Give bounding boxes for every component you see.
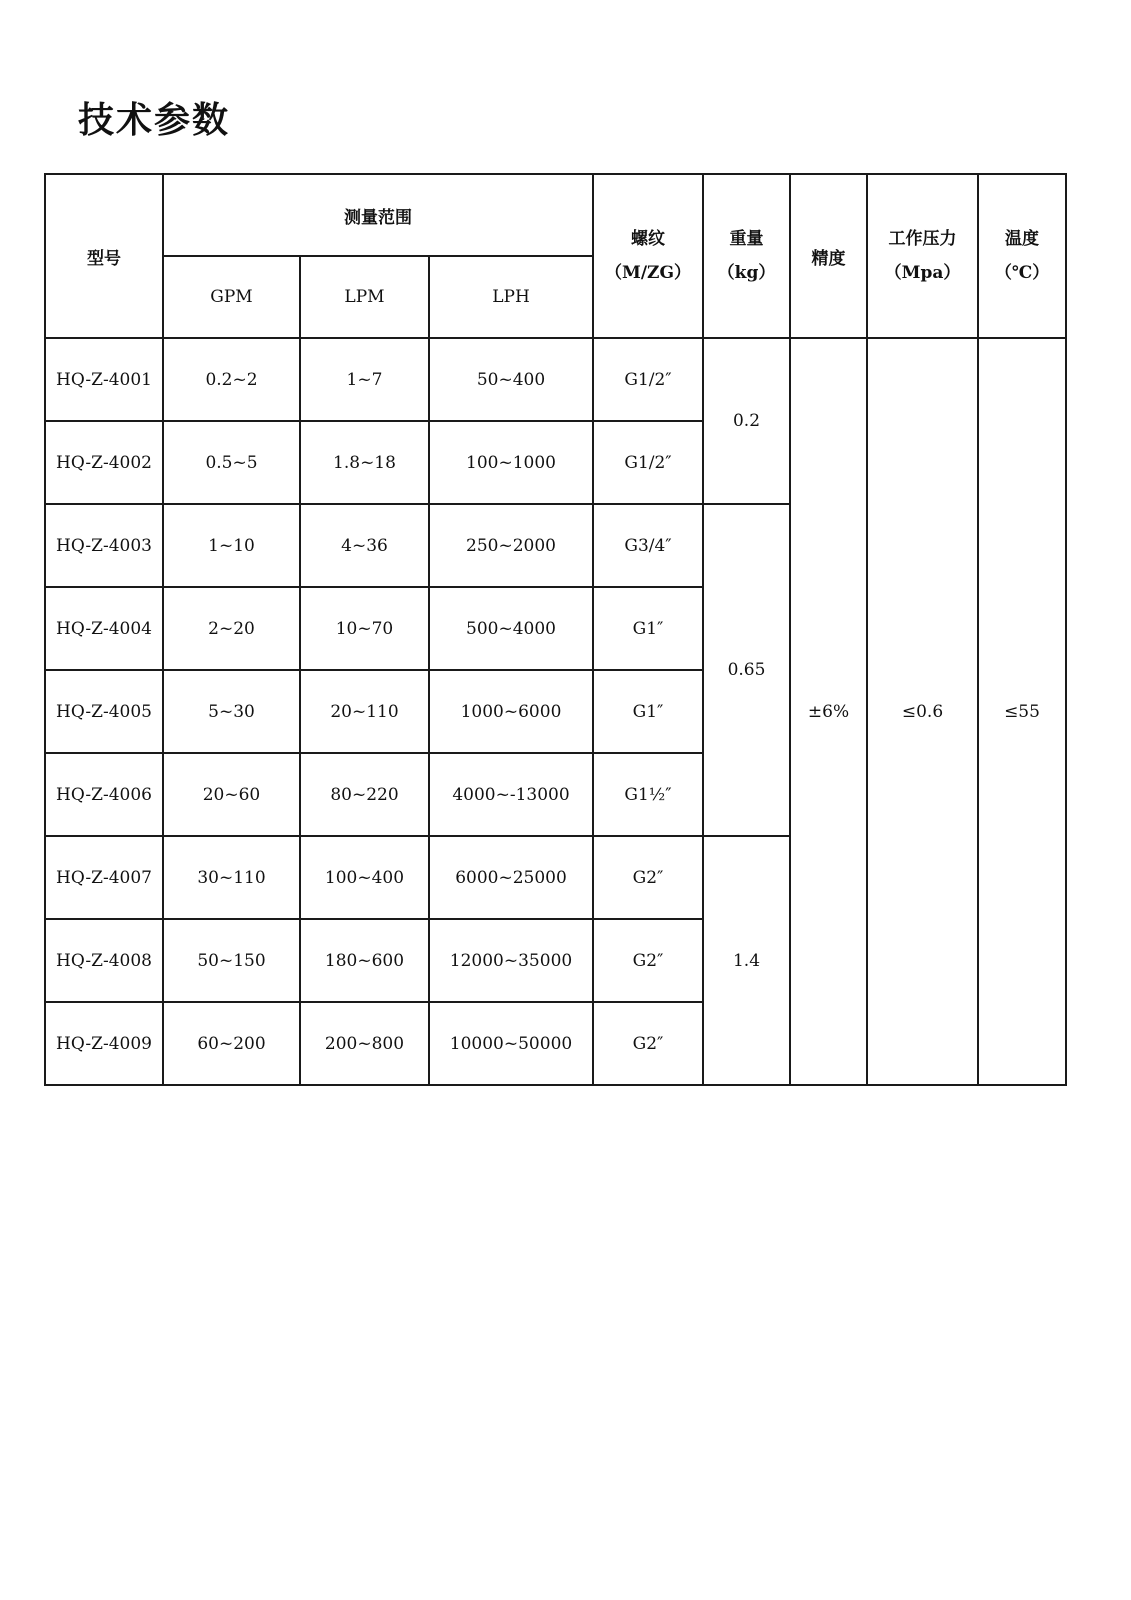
- cell-thread: G1/2″: [593, 421, 703, 504]
- cell-accuracy: ±6%: [790, 338, 867, 1085]
- table-row: [45, 338, 1066, 421]
- header-gpm: GPM: [163, 256, 300, 338]
- cell-model: HQ-Z-4008: [45, 919, 163, 1002]
- cell-lph: 100~1000: [429, 421, 593, 504]
- cell-lpm: 1.8~18: [300, 421, 429, 504]
- cell-lpm: 20~110: [300, 670, 429, 753]
- cell-gpm: 5~30: [163, 670, 300, 753]
- cell-lph: 500~4000: [429, 587, 593, 670]
- cell-pressure: ≤0.6: [867, 338, 978, 1085]
- spec-table: [44, 173, 1067, 1086]
- header-weight-unit: （kg）: [717, 263, 776, 283]
- cell-gpm: 30~110: [163, 836, 300, 919]
- header-lph: LPH: [429, 256, 593, 338]
- cell-lpm: 1~7: [300, 338, 429, 421]
- cell-weight: 0.65: [703, 504, 790, 836]
- cell-thread: G1″: [593, 587, 703, 670]
- cell-thread: G2″: [593, 836, 703, 919]
- cell-lpm: 200~800: [300, 1002, 429, 1085]
- header-temperature: [978, 174, 1066, 338]
- cell-model: HQ-Z-4009: [45, 1002, 163, 1085]
- header-weight-label: 重量: [729, 228, 764, 249]
- cell-model: HQ-Z-4003: [45, 504, 163, 587]
- cell-thread: G2″: [593, 919, 703, 1002]
- cell-gpm: 1~10: [163, 504, 300, 587]
- cell-lpm: 4~36: [300, 504, 429, 587]
- cell-gpm: 20~60: [163, 753, 300, 836]
- cell-thread: G1/2″: [593, 338, 703, 421]
- cell-model: HQ-Z-4005: [45, 670, 163, 753]
- cell-gpm: 0.5~5: [163, 421, 300, 504]
- cell-weight: 1.4: [703, 836, 790, 1085]
- cell-temperature: ≤55: [978, 338, 1066, 1085]
- cell-lph: 1000~6000: [429, 670, 593, 753]
- cell-lph: 50~400: [429, 338, 593, 421]
- cell-lpm: 100~400: [300, 836, 429, 919]
- header-pressure: [867, 174, 978, 338]
- header-model: 型号: [45, 174, 163, 338]
- cell-gpm: 0.2~2: [163, 338, 300, 421]
- cell-weight: 0.2: [703, 338, 790, 504]
- cell-lph: 6000~25000: [429, 836, 593, 919]
- header-weight: [703, 174, 790, 338]
- header-row-1: [45, 174, 1066, 256]
- cell-thread: G2″: [593, 1002, 703, 1085]
- cell-gpm: 60~200: [163, 1002, 300, 1085]
- cell-thread: G1½″: [593, 753, 703, 836]
- header-thread: [593, 174, 703, 338]
- header-accuracy: 精度: [790, 174, 867, 338]
- cell-gpm: 50~150: [163, 919, 300, 1002]
- cell-thread: G3/4″: [593, 504, 703, 587]
- cell-lpm: 80~220: [300, 753, 429, 836]
- cell-lph: 12000~35000: [429, 919, 593, 1002]
- header-pressure-label: 工作压力: [888, 228, 957, 249]
- cell-gpm: 2~20: [163, 587, 300, 670]
- header-lpm: LPM: [300, 256, 429, 338]
- header-range: 测量范围: [163, 174, 593, 256]
- header-thread-label: 螺纹: [631, 228, 666, 249]
- cell-model: HQ-Z-4004: [45, 587, 163, 670]
- cell-lph: 250~2000: [429, 504, 593, 587]
- cell-lpm: 180~600: [300, 919, 429, 1002]
- header-temperature-unit: （℃）: [994, 263, 1050, 283]
- header-temperature-label: 温度: [1005, 228, 1040, 249]
- cell-model: HQ-Z-4007: [45, 836, 163, 919]
- page-title: 技术参数: [78, 100, 231, 141]
- header-pressure-unit: （Mpa）: [884, 263, 961, 283]
- header-thread-unit: （M/ZG）: [605, 263, 691, 283]
- cell-model: HQ-Z-4002: [45, 421, 163, 504]
- cell-lph: 4000~-13000: [429, 753, 593, 836]
- cell-model: HQ-Z-4001: [45, 338, 163, 421]
- cell-model: HQ-Z-4006: [45, 753, 163, 836]
- cell-thread: G1″: [593, 670, 703, 753]
- cell-lph: 10000~50000: [429, 1002, 593, 1085]
- cell-lpm: 10~70: [300, 587, 429, 670]
